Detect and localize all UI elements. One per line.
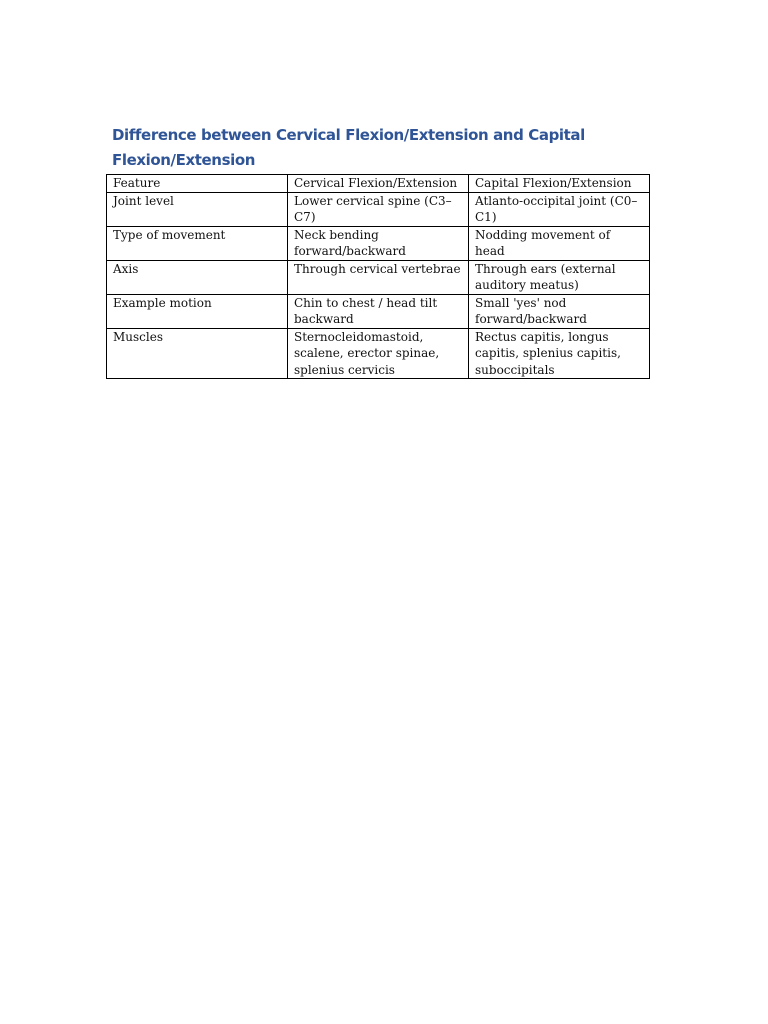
table-cell-feature: Joint level [107, 192, 288, 226]
table-cell-feature: Muscles [107, 328, 288, 379]
table-cell-capital: Atlanto-occipital joint (C0–C1) [469, 192, 650, 226]
header-cell-capital: Capital Flexion/Extension [469, 175, 650, 193]
table-cell-cervical: Through cervical vertebrae [288, 260, 469, 294]
table-cell-feature: Axis [107, 260, 288, 294]
table-header-row [107, 175, 650, 193]
table-row [107, 294, 650, 328]
table-row [107, 260, 650, 294]
table-cell-cervical: Lower cervical spine (C3–C7) [288, 192, 469, 226]
table-row [107, 192, 650, 226]
table-cell-capital: Nodding movement of head [469, 226, 650, 260]
table-row [107, 226, 650, 260]
table-cell-feature: Type of movement [107, 226, 288, 260]
table-cell-cervical: Chin to chest / head tilt backward [288, 294, 469, 328]
table-cell-feature: Example motion [107, 294, 288, 328]
comparison-table [106, 174, 650, 379]
document-heading [112, 123, 632, 173]
table-cell-capital: Through ears (external auditory meatus) [469, 260, 650, 294]
table-cell-capital: Small 'yes' nod forward/backward [469, 294, 650, 328]
header-cell-cervical: Cervical Flexion/Extension [288, 175, 469, 193]
table-row [107, 328, 650, 379]
table-cell-cervical: Sternocleidomastoid, scalene, erector spinae, splenius cervicis [288, 328, 469, 379]
heading-line-2: Flexion/Extension [112, 151, 256, 169]
header-cell-feature: Feature [107, 175, 288, 193]
table-cell-capital: Rectus capitis, longus capitis, splenius capitis, suboccipitals [469, 328, 650, 379]
heading-line-1: Difference between Cervical Flexion/Extension and Capital [112, 126, 585, 144]
table-cell-cervical: Neck bending forward/backward [288, 226, 469, 260]
